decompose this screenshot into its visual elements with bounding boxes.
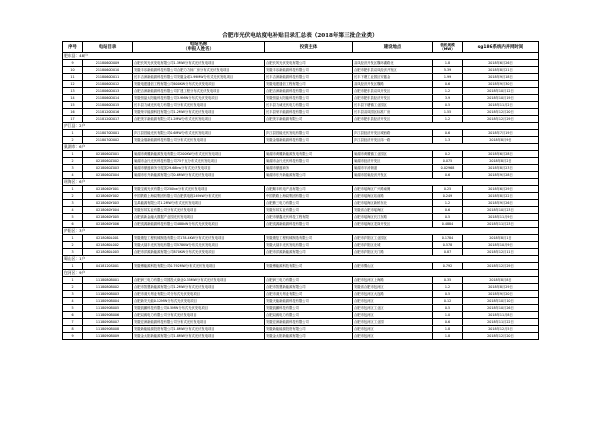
row-date: 2018年9月26日 [463,200,539,207]
col-header-date: sg186系统内并网时间 [463,42,539,53]
row-investor: 合肥市智慧新能源有限公司 [265,284,353,291]
row-index: 16 [63,109,83,116]
row-code: 2118060D009 [83,60,133,67]
row-investor: 合肥润三电力有限公司 [265,277,353,284]
row-index: 6 [63,312,83,319]
table-row [63,165,539,172]
row-address: 巢湖市居巢经济开发区 [353,172,433,179]
group-label: 巢湖市：6户 [63,144,539,151]
row-capacity: 1.2 [433,200,463,207]
row-capacity: 0.792 [433,263,463,270]
row-index: 1 [63,130,83,137]
row-address: 安徽省合肥市包河区 [353,284,433,291]
row-date: 2018年6月26日 [463,60,539,67]
row-name: 合肥长风光伏发电有限公司1.3MW分布式光伏发电项目 [133,60,265,67]
row-address: 合肥市庐阳区天门路 [353,249,433,256]
row-address: 合肥市蜀山区 [353,263,433,270]
row-capacity: 1.8 [433,60,463,67]
table-row [63,186,539,193]
row-code: 0218060Z003 [83,165,133,172]
row-name: 安徽电建通信工程有限公司600KW分布式光伏发电项目 [133,81,265,88]
row-code: 0218060Y002 [83,193,133,200]
row-capacity: 0.6 [433,207,463,214]
table-row [63,312,539,319]
row-index: 17 [63,116,83,123]
row-name: 中国铁路上海局集团有限公司合肥供电段249kW分布式光伏 [133,193,265,200]
row-index: 2 [63,158,83,165]
row-code: 1118090B006 [83,312,133,319]
row-date: 2018年10月10日 [463,298,539,305]
row-code: 0218060Y001 [83,186,133,193]
group-label: 蜀山区：1户 [63,256,539,263]
row-code: 1118090B007 [83,319,133,326]
row-code: 0218080L002 [83,242,133,249]
row-capacity: 0.5 [433,305,463,312]
row-investor: 安徽天能新能源科技有限公司 [265,298,353,305]
row-investor: 安徽博能源科技有限公司 [265,263,353,270]
group-label: 瑶海区：6户 [63,179,539,186]
row-investor: 安徽新能能源投资有限公司 [265,326,353,333]
table-row [63,67,539,74]
table-row [63,326,539,333]
row-name: 庐江县昌能光伏有限公司0.6MW分布式光伏发电项目 [133,130,265,137]
row-address: 合肥市瑶海区新桥东北 [353,200,433,207]
row-investor: 长丰县荣平能源科技有限公司 [265,109,353,116]
row-capacity: 0.6 [433,319,463,326]
row-name: 安徽博能源科技有限公司0.792MW分布式光伏发电项目 [133,263,265,270]
row-capacity: 1.2 [433,88,463,95]
row-address: 合肥市包河区 [353,326,433,333]
row-investor: 安徽金瑞新能源科技有限公司 [265,137,353,144]
row-date: 2018年9月20日 [463,291,539,298]
row-investor: 安徽大禄丰光伏发电有限公司 [265,242,353,249]
row-capacity: 0.4884 [433,221,463,228]
row-date: 2018年8月1日 [463,235,539,242]
table-row [63,88,539,95]
table-row [63,151,539,158]
row-investor: 合肥浅源新能源科技有限公司 [265,221,353,228]
row-date: 2018年8月29日 [463,284,539,291]
row-index: 4 [63,172,83,179]
row-capacity: 0.5 [433,214,463,221]
row-index: 1 [63,277,83,284]
row-address: 合肥市庐阳区北城 [353,242,433,249]
header-row [63,42,539,53]
row-code: 0218080L001 [83,235,133,242]
table-row [63,116,539,123]
row-address: 庐江县经济开发区纬一路 [353,137,433,144]
subsidy-table-container [62,41,538,340]
row-code: 1118090B003 [83,291,133,298]
table-row [63,172,539,179]
row-date: 2018年10月19日 [463,95,539,102]
table-row [63,263,539,270]
row-investor: 安徽金太阳新能源有限公司 [265,333,353,340]
row-code: 2118070D001 [83,130,133,137]
table-row [63,214,539,221]
row-code: 0218060Y003 [83,200,133,207]
row-address: 合肥市肥东县双凤开发区 [353,88,433,95]
row-investor: 安徽丰乐新能源科技有限公司 [265,67,353,74]
row-investor: 合肥顺丰机电产品有限公司 [265,186,353,193]
row-address: 合肥市瑶海区站前路 [353,193,433,200]
row-address: 合肥市包河区 [353,298,433,305]
page-title: 合肥市光伏电站度电补贴目录汇总表（2018年第三批企业类） [222,33,378,39]
row-address: 合肥市肥东县双凤经济开发区 [353,67,433,74]
group-row [63,256,539,263]
row-date: 2018年12月29日 [463,263,539,270]
row-code: 0218060Y005 [83,214,133,221]
group-row [63,228,539,235]
row-address: 双凤经济开发区魏路 [353,81,433,88]
row-investor: 合肥鼎三电力有限公司 [265,200,353,207]
row-address: 长丰县下塘镇工业园区 [353,102,433,109]
row-index: 3 [63,200,83,207]
row-address: 合肥市包河区上海路 [353,277,433,284]
row-date: 2018年8月9日 [463,137,539,144]
row-address: 合肥市庐阳区工业园区 [353,235,433,242]
table-row [63,249,539,256]
table-row [63,284,539,291]
row-capacity: 0.075 [433,158,463,165]
row-name: 长丰县力诚光伏电力有限公司分布式光伏发电项目 [133,102,265,109]
row-index: 1 [63,151,83,158]
row-date: 2018年12月29日 [463,116,539,123]
subsidy-table [62,41,539,340]
table-row [63,102,539,109]
row-name: 合肥新安天能0.12MW分布式光伏发电项目 [133,298,265,305]
row-index: 8 [63,326,83,333]
row-address: 合肥市肥东县经济开发区 [353,116,433,123]
row-code: 2118060D015 [83,102,133,109]
table-row [63,242,539,249]
row-code: 1118080B001 [83,277,133,284]
row-capacity: 0.6 [433,81,463,88]
group-row [63,144,539,151]
row-address: 长丰县双凤园区标准厂房 [353,109,433,116]
row-investor: 中国铁路上海局集团有限公司 [265,193,353,200]
row-capacity: 1.0 [433,312,463,319]
group-row [63,53,539,60]
table-row [63,277,539,284]
row-name: 合肥浅源新能源科技有限公司488kW分布式光伏发电项目 [133,221,265,228]
row-code: 2118060D011 [83,74,133,81]
row-name: 巢湖市鼎盛商务分屋顶29.68kw分布式光伏发电项目 [133,165,265,172]
table-row [63,74,539,81]
row-code: 0218060Y006 [83,221,133,228]
row-investor: 巢湖市鼎盛商务 [265,165,353,172]
row-address: 双凤经济开发区魏环湖路北 [353,60,433,67]
row-name: 安徽新能能源投资有限公司1.8MW分布式光伏发电项目 [133,326,265,333]
row-address: 合肥市包河区工业园 [353,319,433,326]
row-capacity: 0.578 [433,242,463,249]
row-investor: 安徽凯鹏科技有限公司 [265,305,353,312]
table-row [63,109,539,116]
row-name: 安徽东邦实业有限公司分布式光伏发电项目 [133,207,265,214]
row-index: 14 [63,95,83,102]
row-address: 合肥市包河区 [353,333,433,340]
row-code: 2118060D013 [83,88,133,95]
row-index: 1 [63,235,83,242]
row-index: 3 [63,291,83,298]
row-capacity: 0.25 [433,186,463,193]
col-header-index: 序号 [63,42,83,53]
table-row [63,207,539,214]
row-investor: 安徽恒晶太阳能科技有限公司 [265,95,353,102]
row-date: 2018年11月23日 [463,221,539,228]
row-capacity: 0.12 [433,298,463,305]
row-name: 安徽金太阳新能源有限公司1.8MW分布式光伏发电项目 [133,333,265,340]
table-body [63,53,539,340]
row-name: 安徽宝威光伏有限公司250kw分布式光伏发电项目 [133,186,265,193]
row-capacity: 0.87 [433,249,463,256]
row-capacity: 1.55 [433,109,463,116]
row-date: 2018年11月9日 [463,214,539,221]
row-investor: 合肥市鼎鑫光伏科技工程有限 [265,214,353,221]
row-name: 巢湖市金氏光伏科技有限公司75千瓦分布式光伏发电项目 [133,158,265,165]
row-date: 2018年6月29日 [463,186,539,193]
group-row [63,179,539,186]
row-code: 2118120D016 [83,109,133,116]
row-code: 0218080L003 [83,249,133,256]
table-row [63,305,539,312]
row-investor: 合肥双威电力有限公司 [265,312,353,319]
row-index: 3 [63,165,83,172]
row-name: 合肥双威电力有限公司分布式光伏发电项目 [133,312,265,319]
row-investor: 巢湖市金氏光伏科技有限公司 [265,158,353,165]
row-name: 合肥美宇新能源有限公司1.2MW分布式光伏发电项目 [133,116,265,123]
row-name: 合肥高新金融大数据产业园光伏发电项目 [133,214,265,221]
row-capacity: 1.8 [433,333,463,340]
row-code: 0418120S001 [83,263,133,270]
row-date: 2018年8月21日 [463,67,539,74]
col-header-code: 电站目录 [83,42,133,53]
row-capacity: 0.249 [433,193,463,200]
row-name: 安徽丰乐新能源科技有限公司合肥力力扬厂房分布式光伏发电项目 [133,67,265,74]
row-index: 9 [63,60,83,67]
group-row [63,123,539,130]
col-header-investor: 投资主体 [265,42,353,53]
row-index: 5 [63,305,83,312]
table-row [63,291,539,298]
row-date: 2018年9月30日 [463,81,539,88]
row-investor: 安徽电建通信工程有限公司 [265,81,353,88]
row-investor: 合肥市洞天昂业有限公司 [265,291,353,298]
row-investor: 庐江县昌能光伏发电有限公司 [265,130,353,137]
table-row [63,130,539,137]
row-code: 0218060Y004 [83,207,133,214]
row-index: 2 [63,284,83,291]
row-index: 1 [63,186,83,193]
row-code: 1118080B002 [83,284,133,291]
row-address: 合肥市包河区 [353,312,433,319]
row-code: 0218060Z004 [83,172,133,179]
table-row [63,200,539,207]
table-row [63,333,539,340]
row-capacity: 0.6 [433,172,463,179]
row-address: 合肥市瑶海区广兴路南侧 [353,186,433,193]
row-name: 长丰吉润新能源科技有限公司安徽金诺1.99MW分布式光伏发电项目 [133,74,265,81]
group-label: 庐江县：2户 [63,123,539,130]
row-index: 4 [63,207,83,214]
row-date: 2018年8月23日 [463,165,539,172]
row-address: 巢湖市黄麓镇工业园区 [353,151,433,158]
row-index: 5 [63,214,83,221]
row-index: 15 [63,102,83,109]
row-investor: 合肥美宇新能源有限公司 [265,116,353,123]
row-name: 合肥吉润新能源科技有限公司扩建工程分布式光伏发电项目 [133,88,265,95]
row-name: 安徽凯鹏科技有限公司0.5MW分布式光伏发电项目 [133,305,265,312]
row-date: 2018年10月23日 [463,207,539,214]
row-investor: 长丰县力诚光伏电力有限公司 [265,102,353,109]
row-date: 2018年11月22日 [463,319,539,326]
row-index: 12 [63,81,83,88]
row-name: 安徽金瑞新能源科技有限公司分布式光伏发电项目 [133,137,265,144]
row-name: 合肥市洞天昂业有限公司分布式光伏发电项目 [133,291,265,298]
row-investor: 安徽东邦实业有限公司 [265,207,353,214]
row-capacity: 0.1784 [433,235,463,242]
row-code: 0218060Z001 [83,151,133,158]
row-code: 0218060Z002 [83,158,133,165]
row-date: 2018年10月26日 [463,305,539,312]
group-row [63,270,539,277]
row-capacity: 3.9 [433,95,463,102]
row-index: 2 [63,242,83,249]
row-index: 10 [63,67,83,74]
row-code: 1118090B004 [83,298,133,305]
row-date: 2018年8月8日 [463,277,539,284]
row-address: 巢湖市半汤街道 [353,165,433,172]
row-capacity: 1.3 [433,137,463,144]
table-row [63,298,539,305]
group-label: 包河区：9户 [63,270,539,277]
row-address: 合肥市肥东县经济开发区 [353,95,433,102]
row-date: 2018年8月22日 [463,193,539,200]
row-date: 2018年12月5日 [463,326,539,333]
row-date: 2018年9月28日 [463,172,539,179]
table-row [63,95,539,102]
row-capacity: 1.99 [433,74,463,81]
row-address: 合肥市包河区工业区 [353,305,433,312]
row-name: 安徽康复工程机械制造有限公司178.4KW分布式光伏发电项目 [133,235,265,242]
row-capacity: 1.2 [433,116,463,123]
row-index: 11 [63,74,83,81]
row-code: 1118090B009 [83,333,133,340]
col-header-address: 建设地点 [353,42,433,53]
row-date: 2018年7月19日 [463,130,539,137]
row-name: 巢湖市黄麓新能源发电有限公司200KW分布式光伏发电项目 [133,151,265,158]
table-row [63,319,539,326]
row-date: 2018年10月9日 [463,242,539,249]
row-index: 4 [63,298,83,305]
row-index: 9 [63,333,83,340]
row-date: 2018年6月28日 [463,151,539,158]
row-name: 安徽宏润新能源科技有限公司分布式光伏发电项目 [133,319,265,326]
row-address: 合肥市瑶海区龙岗开发区 [353,221,433,228]
row-index: 1 [63,263,83,270]
row-investor: 巢湖市东升新能源有限公司 [265,172,353,179]
row-date: 2018年10月12日 [463,88,539,95]
row-name: 合肥润三电力有限公司国投大商业0.35MW分布式光伏发电项目 [133,277,265,284]
row-address: 长丰下塘工业园区安徽金 [353,74,433,81]
row-date: 2018年12月20日 [463,333,539,340]
row-index: 2 [63,193,83,200]
row-investor: 安徽康复工程机械制造有限公司 [265,235,353,242]
row-capacity: 1.2 [433,284,463,291]
row-capacity: 0.35 [433,277,463,284]
row-capacity: 0.5 [433,102,463,109]
row-address: 庐江县经济开发区城西路 [353,130,433,137]
col-header-name: 电站名称 （申报人姓名） [133,42,265,53]
row-code: 2118120D017 [83,116,133,123]
row-investor: 合肥市洋源新能源有限公司 [265,249,353,256]
row-name: 合肥市洋源新能源有限公司870KW分布式光伏发电项目 [133,249,265,256]
row-capacity: 1.8 [433,326,463,333]
table-row [63,193,539,200]
row-investor: 长丰吉润新能源科技有限公司 [265,74,353,81]
row-capacity: 5.39 [433,67,463,74]
table-row [63,221,539,228]
row-date: 2018年9月18日 [463,74,539,81]
row-name: 安徽荣平能源科技有限公司1.2MW分布式光伏发电项目 [133,109,265,116]
row-code: 2118060D014 [83,95,133,102]
row-date: 2018年12月11日 [463,249,539,256]
row-investor: 巢湖市黄麓新能源发电有限公司 [265,151,353,158]
row-name: 宝禹能源有限公司1.2MW分布式光伏发电项目 [133,200,265,207]
row-capacity: 0.6 [433,130,463,137]
row-index: 2 [63,137,83,144]
row-name: 安徽恒晶太阳能科技有限公司3.9MW分布式光伏发电项目 [133,95,265,102]
row-investor: 合肥吉润新能源科技有限公司 [265,88,353,95]
row-address: 合肥市包河区大连路 [353,291,433,298]
row-code: 2118060D012 [83,81,133,88]
row-name: 安徽大禄丰光伏发电有限公司578KW分布式光伏发电项目 [133,242,265,249]
row-name: 合肥市智慧新能源有限公司1.2MW分布式光伏发电项目 [133,284,265,291]
table-row [63,81,539,88]
table-row [63,235,539,242]
row-index: 6 [63,221,83,228]
row-capacity: 0.2 [433,151,463,158]
row-code: 1118090B005 [83,305,133,312]
row-code: 2118070D002 [83,137,133,144]
row-address: 巢湖市经济开发区 [353,158,433,165]
row-date: 2018年11月2日 [463,102,539,109]
row-code: 1118090B008 [83,326,133,333]
row-index: 7 [63,319,83,326]
row-investor: 合肥长风光伏发电有限公司 [265,60,353,67]
row-date: 2018年12月20日 [463,109,539,116]
table-row [63,137,539,144]
row-index: 3 [63,249,83,256]
row-capacity: 0.5 [433,291,463,298]
group-label: 庐阳区：3户 [63,228,539,235]
row-capacity: 0.02968 [433,165,463,172]
table-row [63,158,539,165]
row-code: 2118060D010 [83,67,133,74]
row-address: 安徽省合肥市瑶海区 [353,207,433,214]
col-header-capacity: 装机规模 （MW） [433,42,463,53]
table-row [63,60,539,67]
row-date: 2018年8月2日 [463,158,539,165]
row-name: 巢湖市东升新能源有限公司0.6MW分布式光伏发电项目 [133,172,265,179]
row-address: 合肥市瑶海区长江东路 [353,214,433,221]
row-date: 2018年11月8日 [463,312,539,319]
group-label: 肥东县：48户 [63,53,539,60]
row-investor: 安徽宏润新能源科技有限公司 [265,319,353,326]
row-index: 13 [63,88,83,95]
